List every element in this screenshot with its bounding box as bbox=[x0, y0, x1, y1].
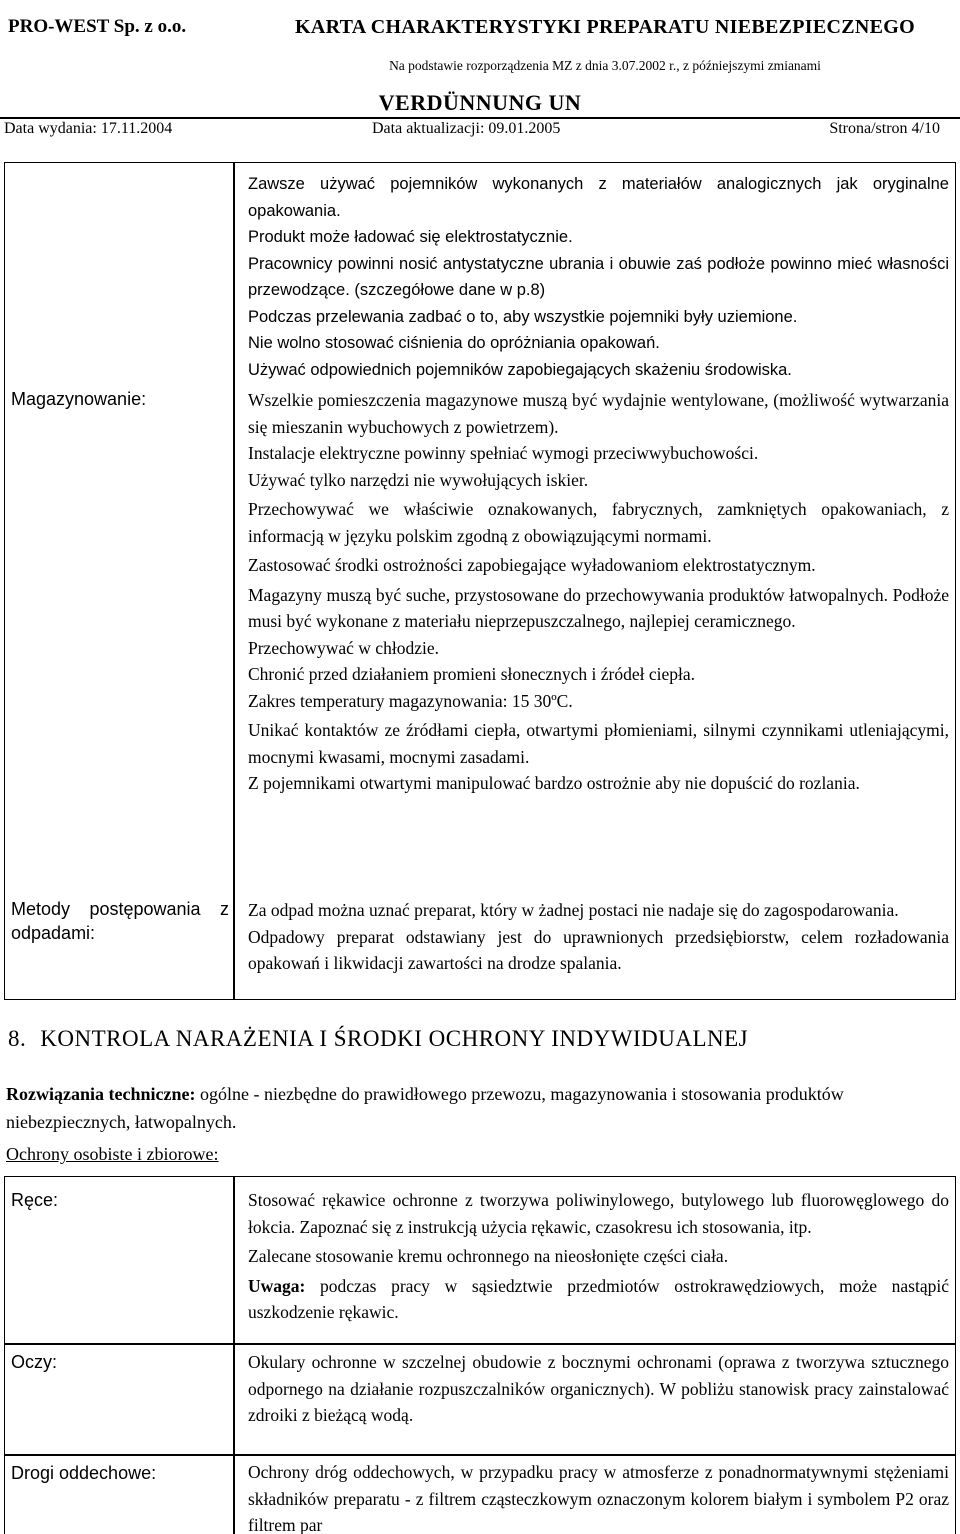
issue-date: Data wydania: 17.11.2004 bbox=[4, 120, 173, 137]
waste-label bbox=[11, 897, 229, 945]
hands-cell bbox=[248, 1187, 949, 1326]
storage-paragraph: Chronić przed działaniem promieni słonecznych i źródeł ciepła. bbox=[248, 664, 696, 684]
warning-label: Uwaga: bbox=[248, 1275, 306, 1296]
hands-text: Zalecane stosowanie kremu ochronnego na nieosłonięte części ciała. bbox=[248, 1246, 729, 1266]
row-divider bbox=[5, 1454, 955, 1456]
handling-line: Nie wolno stosować ciśnienia do opróżniania opakowań. bbox=[248, 334, 660, 352]
handling-storage-table bbox=[4, 162, 956, 1000]
respiratory-label: Drogi oddechowe: bbox=[11, 1463, 157, 1483]
protection-table bbox=[4, 1176, 956, 1534]
handling-line: Produkt może ładować się elektrostatycznie. bbox=[248, 228, 573, 246]
hands-label: Ręce: bbox=[11, 1190, 59, 1210]
hands-warning bbox=[248, 1273, 949, 1326]
row-divider bbox=[5, 1343, 955, 1345]
section-title: KONTROLA NARAŻENIA I ŚRODKI OCHRONY INDYWIDUALNEJ bbox=[40, 1026, 749, 1051]
handling-line: Podczas przelewania zadbać o to, aby wszystkie pojemniki były uziemione. bbox=[248, 307, 798, 326]
waste-paragraph: Odpadowy preparat odstawiany jest do uprawnionych przedsiębiorstw, celem rozładowania opakowań i likwidacji zawartości na drodze spalania. bbox=[248, 926, 949, 973]
technical-measures bbox=[6, 1080, 954, 1136]
storage-cell bbox=[248, 387, 949, 797]
update-date: Data aktualizacji: 09.01.2005 bbox=[372, 120, 561, 137]
eyes-label: Oczy: bbox=[11, 1352, 58, 1372]
eyes-text: Okulary ochronne w szczelnej obudowie z bocznymi ochronami (oprawa z tworzywa sztucznego odpornego na działanie rozpuszczalników organicznych). W pobliżu stanowisk pracy zainstalować zdroiki z bieżącą wodą. bbox=[248, 1352, 949, 1425]
storage-label: Magazynowanie: bbox=[11, 389, 147, 409]
column-divider bbox=[233, 1177, 235, 1534]
waste-label-text: Metody postępowania z odpadami: bbox=[11, 899, 229, 943]
handling-line: Używać odpowiednich pojemników zapobiegających skażeniu środowiska. bbox=[248, 360, 792, 379]
technical-measures-text: ogólne - niezbędne do prawidłowego przewozu, magazynowania i stosowania produktów niebezpiecznych, łatwopalnych. bbox=[6, 1084, 844, 1132]
eyes-cell bbox=[248, 1349, 949, 1429]
waste-cell bbox=[248, 897, 949, 977]
hands-text: Stosować rękawice ochronne z tworzywa poliwinylowego, butylowego lub fluorowęglowego do łokcia. Zapoznać się z instrukcją użycia rękawic, czasokresu ich stosowania, itp. bbox=[248, 1190, 949, 1237]
storage-paragraph: Zastosować środki ostrożności zapobiegające wyładowaniom elektrostatycznym. bbox=[248, 555, 816, 575]
storage-paragraph: Zakres temperatury magazynowania: 15 30ºC. bbox=[248, 690, 573, 711]
column-divider bbox=[233, 163, 235, 999]
header-divider bbox=[0, 117, 960, 119]
waste-paragraph: Za odpad można uznać preparat, który w żadnej postaci nie nadaje się do zagospodarowania. bbox=[248, 900, 899, 920]
storage-paragraph: Wszelkie pomieszczenia magazynowe muszą być wydajnie wentylowane, (możliwość wytwarzania się mieszanin wybuchowych z powietrzem). bbox=[248, 390, 949, 437]
storage-paragraph: Używać tylko narzędzi nie wywołujących iskier. bbox=[248, 469, 589, 490]
section-number: 8. bbox=[8, 1026, 27, 1051]
storage-paragraph: Z pojemnikami otwartymi manipulować bardzo ostrożnie aby nie dopuścić do rozlania. bbox=[248, 773, 860, 793]
storage-paragraph: Magazyny muszą być suche, przystosowane do przechowywania produktów łatwopalnych. Podłoże musi być wykonane z materiału nieprzepuszczalnego, najlepiej ceramicznego. bbox=[248, 584, 949, 631]
technical-measures-label: Rozwiązania techniczne: bbox=[6, 1084, 196, 1104]
product-name: VERDÜNNUNG UN bbox=[378, 90, 582, 115]
handling-line: Zawsze używać pojemników wykonanych z materiałów analogicznych jak oryginalne opakowania. bbox=[248, 175, 949, 220]
respiratory-cell bbox=[248, 1459, 949, 1534]
page-number: Strona/stron 4/10 bbox=[829, 120, 940, 137]
storage-paragraph: Przechowywać w chłodzie. bbox=[248, 637, 439, 658]
document-title: KARTA CHARAKTERYSTYKI PREPARATU NIEBEZPIECZNEGO bbox=[295, 16, 915, 38]
storage-paragraph: Przechowywać we właściwie oznakowanych, fabrycznych, zamkniętych opakowaniach, z informacją w języku polskim zgodną z obowiązującymi normami. bbox=[248, 499, 949, 546]
handling-line: Pracownicy powinni nosić antystatyczne ubrania i obuwie zaś podłoże powinno mieć własności przewodzące. (szczegółowe dane w p.8) bbox=[248, 254, 949, 299]
section-8-heading bbox=[8, 1026, 748, 1052]
respiratory-text: Ochrony dróg oddechowych, w przypadku pracy w atmosferze z ponadnormatywnymi stężeniami składników preparatu - z filtrem cząsteczkowym oznaczonym kolorem białym i symbolem P2 oraz filtrem par bbox=[248, 1462, 949, 1534]
company-name: PRO-WEST Sp. z o.o. bbox=[8, 16, 187, 37]
storage-paragraph: Instalacje elektryczne powinny spełniać wymogi przeciwwybuchowości. bbox=[248, 443, 759, 463]
handling-cell bbox=[248, 171, 949, 383]
storage-paragraph: Unikać kontaktów ze źródłami ciepła, otwartymi płomieniami, silnymi czynnikami utleniającymi, mocnymi kwasami, mocnymi zasadami. bbox=[248, 720, 949, 767]
personal-protection-heading: Ochrony osobiste i zbiorowe: bbox=[6, 1144, 219, 1164]
warning-text: podczas pracy w sąsiedztwie przedmiotów ostrokrawędziowych, może nastąpić uszkodzenie rękawic. bbox=[248, 1275, 949, 1322]
legal-basis: Na podstawie rozporządzenia MZ z dnia 3.07.2002 r., z późniejszymi zmianami bbox=[389, 58, 821, 73]
